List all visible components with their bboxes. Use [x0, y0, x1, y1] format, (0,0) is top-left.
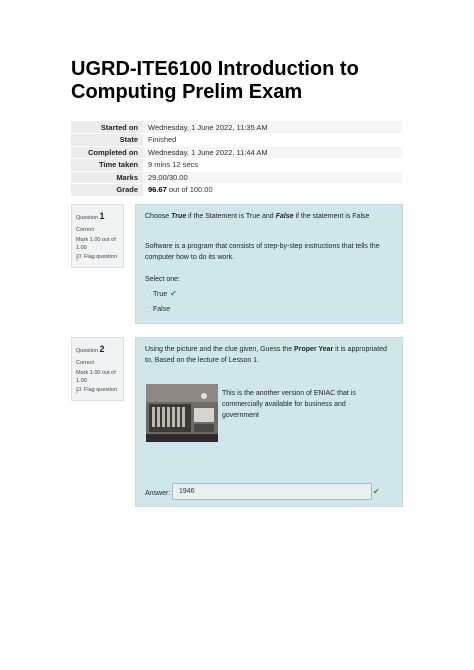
summary-label: Started on — [71, 121, 143, 134]
question-2-info — [71, 337, 124, 401]
answer-input[interactable]: 1946 — [172, 483, 372, 500]
answer-label: Answer: — [145, 490, 171, 497]
summary-label: Marks — [71, 171, 143, 184]
question-mark: Mark 1.00 out of 1.00 — [76, 236, 116, 251]
option-false[interactable] — [145, 304, 170, 315]
summary-row-state — [71, 134, 402, 147]
radio-true[interactable] — [145, 292, 150, 297]
question-1-content — [135, 204, 403, 324]
grade-value: 96.67 — [148, 185, 167, 195]
flag-question-button[interactable] — [76, 385, 119, 395]
computer-photo — [146, 384, 218, 442]
question-label: Question — [76, 215, 99, 221]
summary-row-grade — [71, 184, 402, 197]
summary-value: Finished — [143, 134, 402, 147]
option-true-label: True — [153, 290, 168, 298]
question-mark: Mark 1.00 out of 1.00 — [76, 369, 116, 384]
question-label: Question — [76, 348, 99, 354]
question-2-clue: This is the another version of ENIAC that is commercially available for business and government — [222, 390, 356, 420]
summary-row-started — [71, 121, 402, 134]
question-1-statement: Software is a program that consists of step-by-step instructions that tells the computer how to do its work. — [145, 243, 380, 262]
flag-question-label: Flag question — [84, 254, 118, 261]
summary-label: Completed on — [71, 146, 143, 159]
flag-icon — [76, 387, 82, 394]
summary-value: 9 mins 12 secs — [143, 159, 402, 172]
flag-question-button[interactable] — [76, 252, 119, 262]
question-1-instruction: Choose True if the Statement is True and False if the statement is False — [145, 213, 370, 220]
attempt-summary-table — [71, 121, 402, 197]
question-status: Correct — [76, 360, 95, 367]
question-2-content — [135, 337, 403, 507]
summary-value: Wednesday, 1 June 2022, 11:35 AM — [143, 121, 402, 134]
option-false-label: False — [153, 306, 171, 313]
page-title: UGRD-ITE6100 Introduction to Computing Prelim Exam — [71, 58, 359, 103]
question-number: 1 — [99, 211, 105, 221]
flag-question-label: Flag question — [84, 387, 118, 394]
summary-value: 29.00/30.00 — [143, 171, 402, 184]
correct-check-icon: ✔ — [170, 289, 177, 298]
question-status: Correct — [76, 227, 95, 234]
summary-value — [143, 184, 402, 197]
grade-out-of: out of 100.00 — [166, 185, 213, 195]
summary-value: Wednesday, 1 June 2022, 11:44 AM — [143, 146, 402, 159]
summary-row-marks — [71, 171, 402, 184]
question-1-info — [71, 204, 124, 268]
question-number: 2 — [99, 344, 105, 354]
summary-label: Time taken — [71, 159, 143, 172]
option-true[interactable] — [145, 288, 177, 301]
summary-label: State — [71, 134, 143, 147]
flag-icon — [76, 254, 82, 261]
correct-check-icon: ✔ — [373, 487, 380, 496]
summary-label: Grade — [71, 184, 143, 197]
summary-row-completed — [71, 146, 402, 159]
question-2-instruction: Using the picture and the clue given, Guess the Proper Year it is appropriated to, Based on the lecture of Lesson 1. — [145, 346, 387, 365]
radio-false[interactable] — [145, 307, 150, 312]
summary-row-time-taken — [71, 159, 402, 172]
select-one-label: Select one: — [145, 276, 181, 283]
